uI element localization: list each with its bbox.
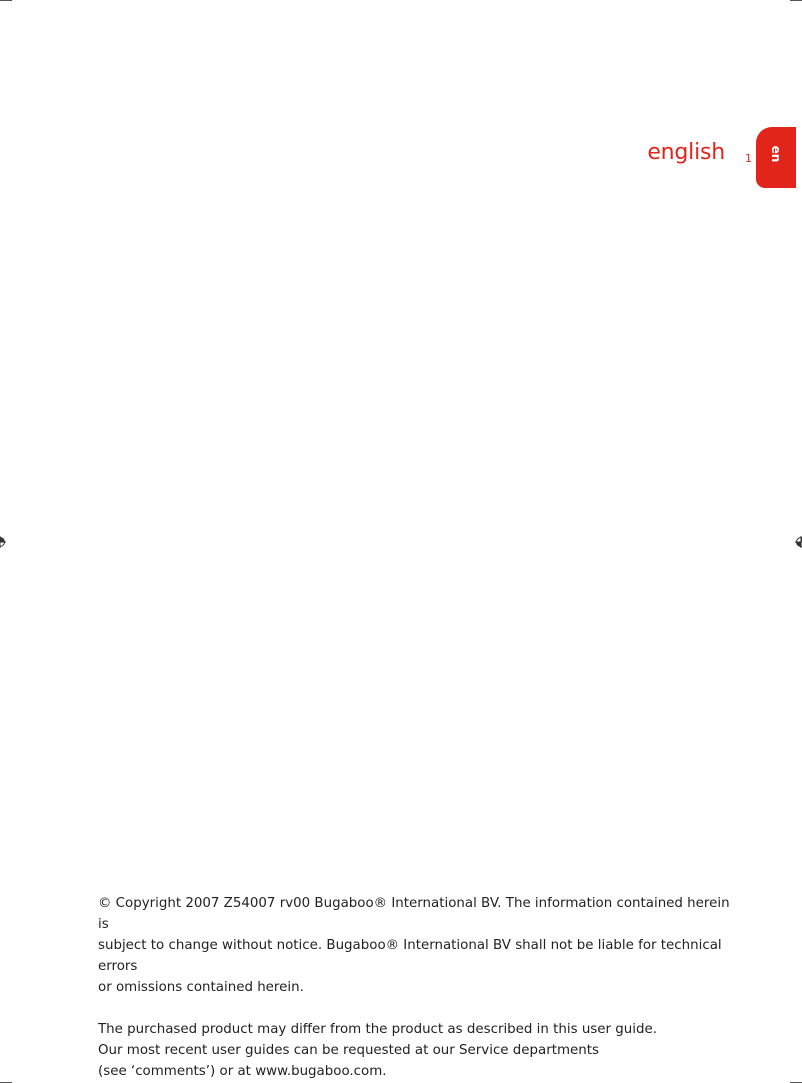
copyright-line: subject to change without notice. Bugaboo® International BV shall not be liable for technical errors — [98, 938, 722, 974]
registration-mark-right-icon — [795, 536, 802, 548]
notice-line: Our most recent user guides can be requested at our Service departments — [98, 1043, 599, 1058]
notice-line: The purchased product may differ from the product as described in this user guide. — [98, 1022, 657, 1037]
legal-notice — [98, 893, 738, 1082]
language-tab — [756, 127, 796, 188]
crop-mark-top-left — [0, 0, 12, 1]
language-tab-label: en — [769, 145, 783, 163]
copyright-line: or omissions contained herein. — [98, 980, 304, 995]
notice-line: (see ‘comments’) or at www.bugaboo.com. — [98, 1064, 387, 1079]
page-number: 1 — [745, 152, 752, 165]
copyright-line: © Copyright 2007 Z54007 rv00 Bugaboo® International BV. The information contained herein is — [98, 896, 730, 932]
crop-mark-top-right — [790, 0, 802, 1]
copyright-paragraph — [98, 893, 738, 998]
registration-mark-left-icon — [0, 536, 6, 548]
language-heading: english — [647, 140, 725, 165]
product-notice-paragraph — [98, 1019, 738, 1082]
